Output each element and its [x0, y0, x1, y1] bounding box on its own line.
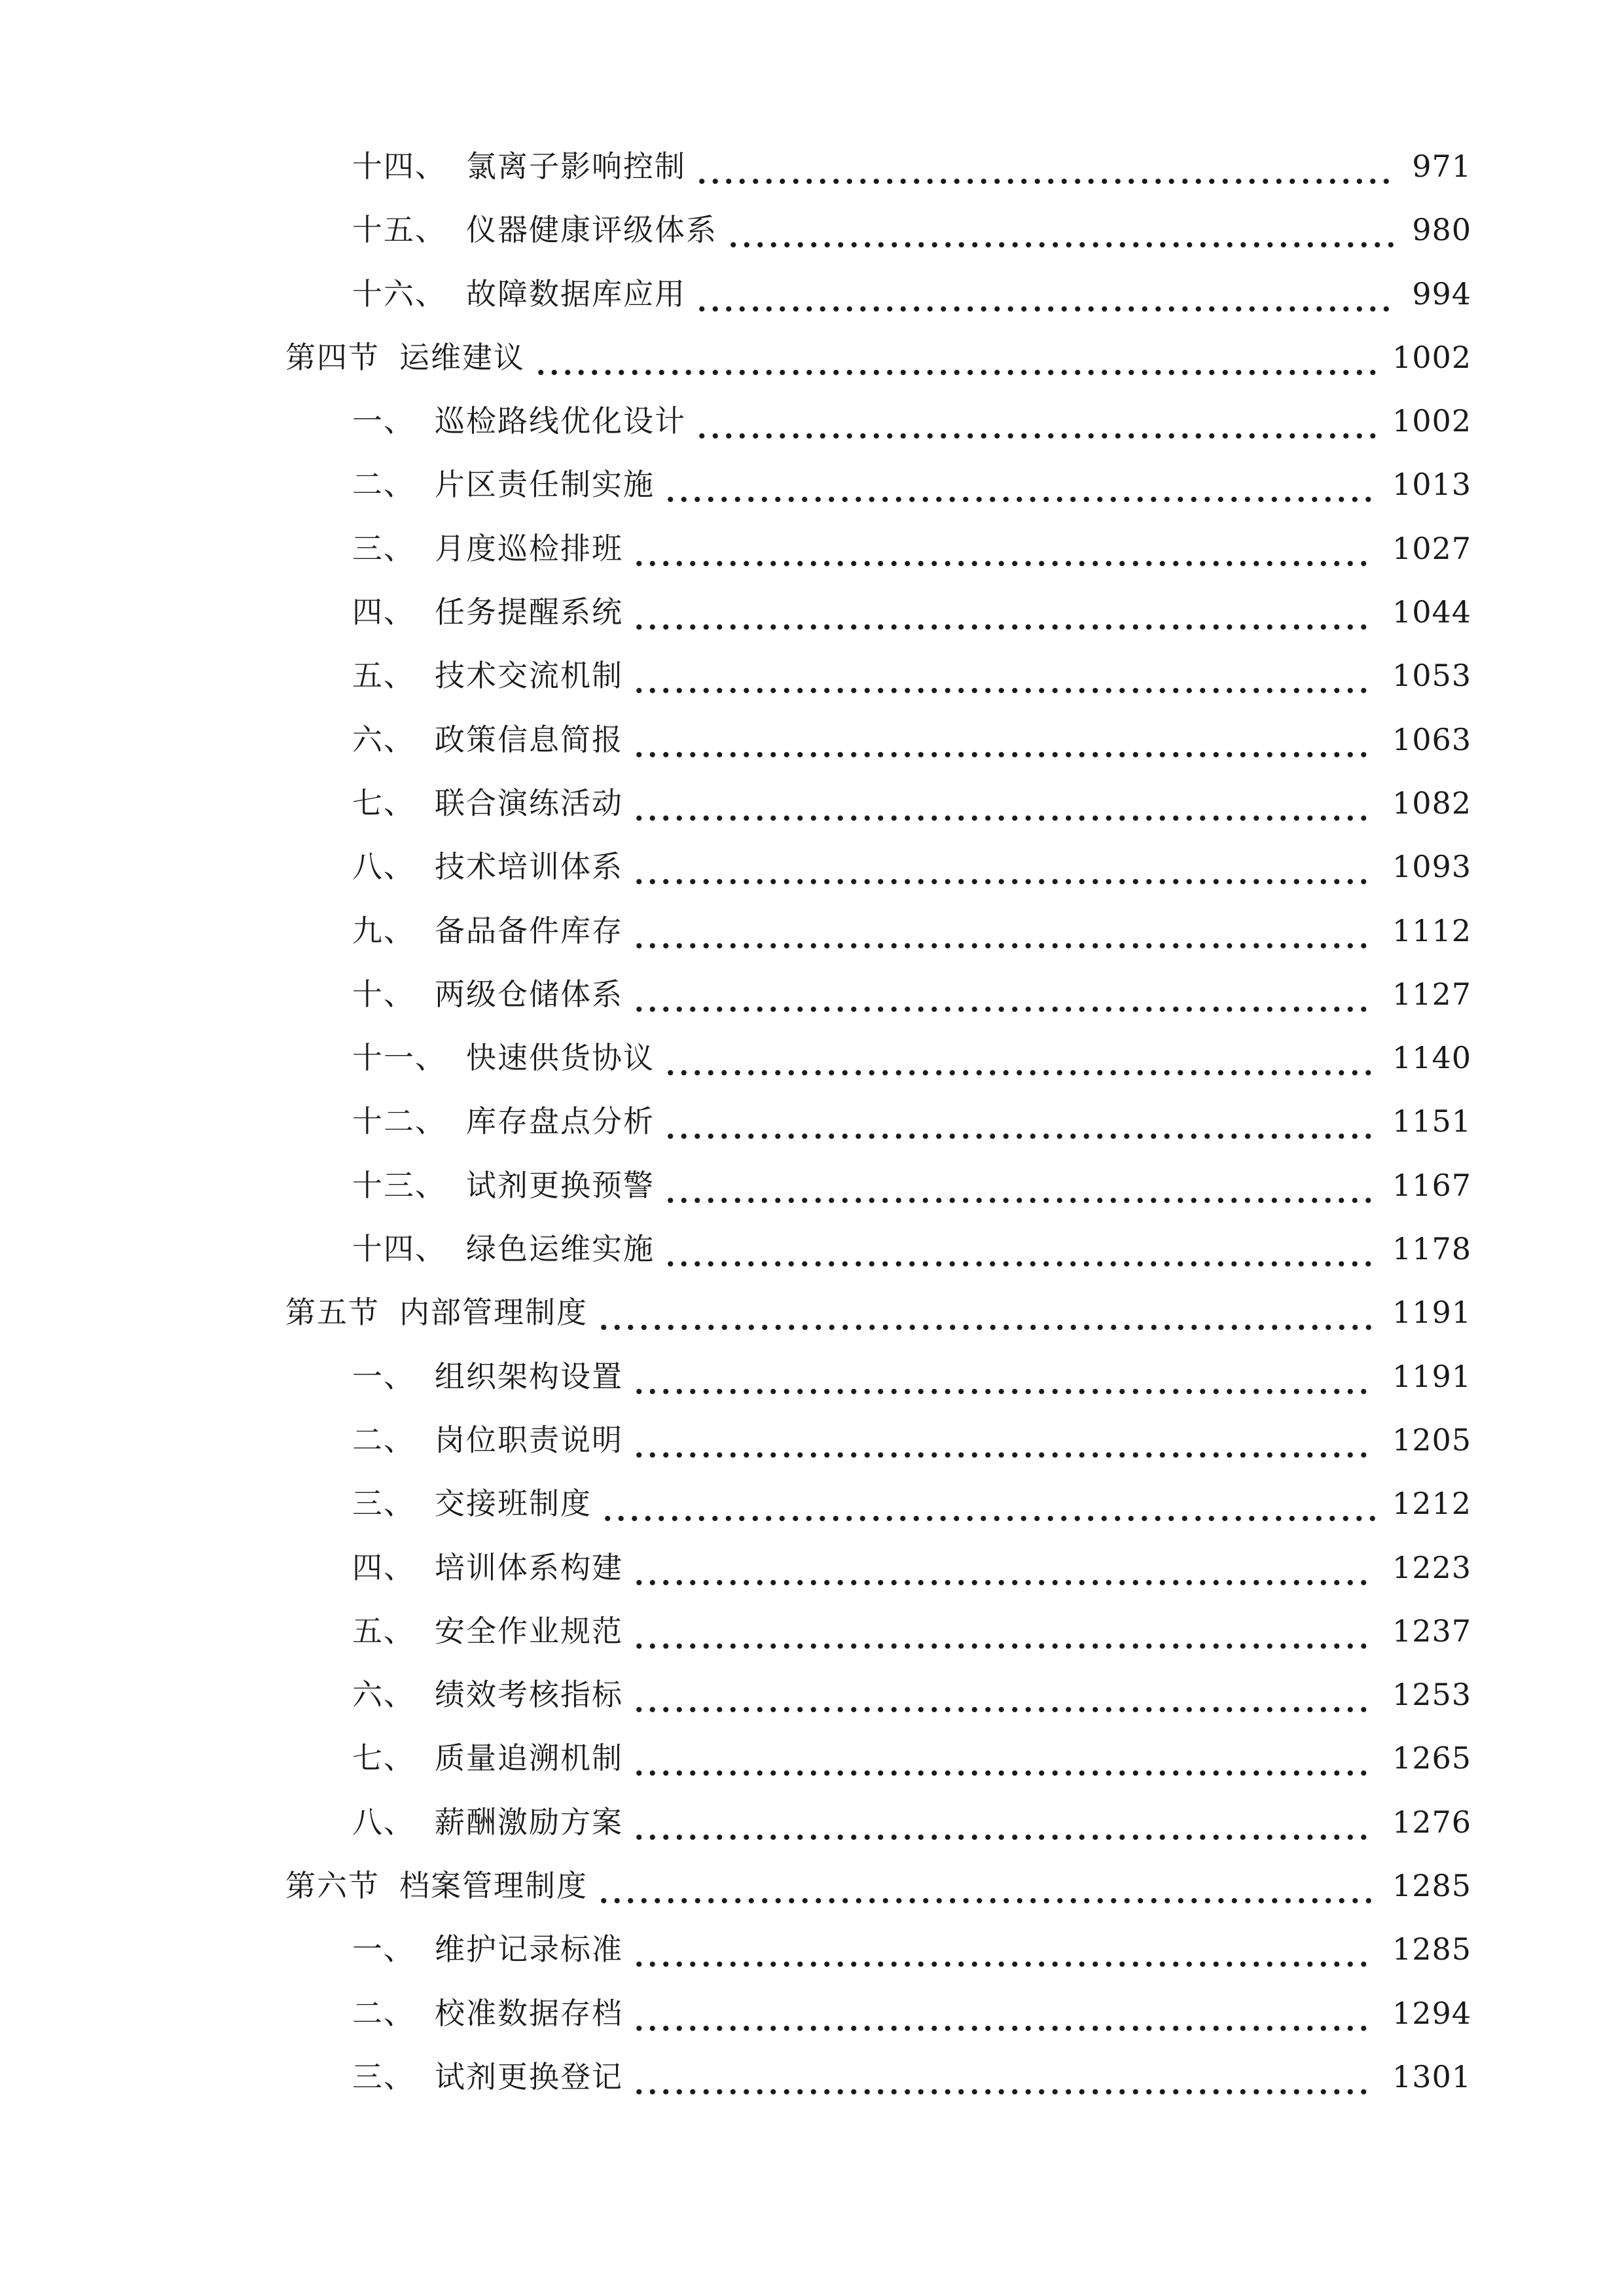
toc-entry-heading [352, 1740, 623, 1776]
toc-item-entry[interactable] [0, 1358, 1624, 1422]
toc-entry-number: 二、 [352, 467, 415, 503]
toc-entry-title: 政策信息简报 [435, 721, 623, 757]
toc-entry-heading [352, 848, 623, 885]
toc-item-entry[interactable] [0, 1167, 1624, 1230]
toc-entry-title: 维护记录标准 [435, 1931, 623, 1967]
toc-item-entry[interactable] [0, 1740, 1624, 1803]
toc-entry-heading [352, 1422, 623, 1458]
dot-leader [664, 1261, 1375, 1267]
toc-entry-number: 五、 [352, 658, 415, 694]
toc-page-number: 980 [1412, 212, 1471, 248]
toc-page-number: 1301 [1392, 2058, 1471, 2094]
toc-page-number: 1265 [1392, 1740, 1471, 1776]
dot-leader [632, 2025, 1371, 2032]
toc-entry-number: 三、 [352, 530, 415, 566]
dot-leader [632, 878, 1371, 885]
toc-entry-number: 十二、 [352, 1103, 446, 1139]
toc-entry-title: 校准数据存档 [435, 1995, 623, 2031]
dot-leader [601, 1515, 1379, 1522]
toc-entry-heading [352, 1676, 623, 1713]
dot-leader [632, 560, 1371, 567]
toc-entry-title: 安全作业规范 [435, 1613, 623, 1649]
toc-entry-heading [352, 1167, 655, 1204]
toc-page-number: 1191 [1392, 1358, 1471, 1394]
toc-page-number: 1140 [1392, 1040, 1471, 1076]
toc-page-number: 971 [1412, 149, 1471, 184]
toc-entry-title: 绩效考核指标 [435, 1677, 623, 1713]
dot-leader [695, 178, 1393, 185]
dot-leader [534, 369, 1380, 376]
toc-entry-heading [352, 403, 686, 439]
toc-entry-heading [352, 721, 623, 758]
toc-entry-number: 九、 [352, 912, 415, 948]
toc-page-number: 1191 [1392, 1295, 1471, 1331]
dot-leader [632, 1579, 1371, 1586]
toc-entry-heading [352, 148, 686, 185]
toc-page-number: 1002 [1392, 339, 1471, 375]
toc-entry-title: 岗位职责说明 [435, 1422, 623, 1458]
toc-item-entry[interactable] [0, 1613, 1624, 1676]
toc-entry-number: 十四、 [352, 149, 446, 184]
toc-entry-number: 一、 [352, 1931, 415, 1967]
toc-item-entry[interactable] [0, 1995, 1624, 2058]
toc-entry-title: 质量追溯机制 [435, 1740, 623, 1776]
toc-entry-number: 十五、 [352, 212, 446, 248]
toc-item-entry[interactable] [0, 1549, 1624, 1613]
toc-entry-title: 两级仓储体系 [435, 976, 623, 1012]
toc-entry-title: 试剂更换登记 [435, 2058, 623, 2094]
toc-item-entry[interactable] [0, 721, 1624, 785]
dot-leader [632, 751, 1371, 758]
toc-entry-heading [352, 657, 623, 694]
toc-page-number: 1027 [1392, 530, 1471, 566]
toc-entry-number: 七、 [352, 1740, 415, 1776]
toc-entry-heading [285, 1294, 588, 1331]
toc-entry-number: 三、 [352, 1486, 415, 1522]
toc-page-number: 1276 [1392, 1804, 1471, 1840]
toc-item-entry[interactable] [0, 1676, 1624, 1740]
toc-entry-title: 薪酬激励方案 [435, 1804, 623, 1840]
toc-entry-heading [352, 1039, 655, 1076]
toc-page-number: 994 [1412, 276, 1471, 312]
dot-leader [632, 1770, 1371, 1776]
toc-entry-heading [352, 594, 623, 630]
toc-item-entry[interactable] [0, 594, 1624, 657]
toc-entry-heading [285, 1867, 588, 1904]
toc-entry-heading [352, 2058, 623, 2095]
toc-page-number: 1205 [1392, 1422, 1471, 1458]
toc-entry-heading [352, 976, 623, 1013]
toc-entry-title: 内部管理制度 [399, 1295, 588, 1331]
toc-entry-number: 十三、 [352, 1167, 446, 1203]
toc-entry-title: 仪器健康评级体系 [466, 212, 717, 248]
toc-entry-heading [352, 912, 623, 949]
dot-leader [632, 815, 1371, 821]
toc-entry-heading [352, 1549, 623, 1586]
toc-page-number: 1167 [1392, 1167, 1471, 1203]
toc-entry-heading [352, 466, 655, 503]
toc-item-entry[interactable] [0, 403, 1624, 466]
toc-entry-title: 技术交流机制 [435, 658, 623, 694]
toc-entry-number: 十一、 [352, 1040, 446, 1076]
toc-entry-title: 库存盘点分析 [466, 1103, 655, 1139]
toc-entry-number: 五、 [352, 1613, 415, 1649]
dot-leader [632, 624, 1371, 630]
toc-entry-heading [352, 1103, 655, 1139]
toc-entry-number: 三、 [352, 2058, 415, 2094]
toc-entry-heading [352, 1931, 623, 1967]
toc-entry-number: 一、 [352, 1358, 415, 1394]
toc-item-entry[interactable] [0, 785, 1624, 848]
toc-item-entry[interactable] [0, 1103, 1624, 1166]
dot-leader [632, 687, 1371, 694]
toc-entry-number: 六、 [352, 721, 415, 757]
toc-page-number: 1013 [1392, 467, 1471, 503]
dot-leader [597, 1897, 1375, 1904]
toc-entry-heading [352, 530, 623, 567]
toc-entry-title: 档案管理制度 [399, 1868, 588, 1904]
toc-entry-title: 月度巡检排班 [435, 530, 623, 566]
dot-leader [632, 1006, 1371, 1013]
toc-page-number: 1212 [1392, 1486, 1471, 1522]
toc-entry-number: 八、 [352, 1804, 415, 1840]
toc-page-number: 1285 [1392, 1931, 1471, 1967]
toc-page-number: 1002 [1392, 403, 1471, 439]
toc-entry-title: 任务提醒系统 [435, 594, 623, 630]
toc-item-entry[interactable] [0, 657, 1624, 721]
toc-entry-number: 七、 [352, 785, 415, 821]
toc-entry-number: 四、 [352, 594, 415, 630]
toc-entry-heading [352, 1358, 623, 1395]
toc-item-entry[interactable] [0, 148, 1624, 211]
toc-item-entry[interactable] [0, 211, 1624, 275]
toc-page-number: 1093 [1392, 849, 1471, 885]
dot-leader [664, 1069, 1375, 1076]
dot-leader [632, 942, 1371, 949]
toc-entry-number: 十、 [352, 976, 415, 1012]
toc-entry-title: 培训体系构建 [435, 1549, 623, 1585]
toc-entry-title: 氯离子影响控制 [466, 149, 686, 184]
toc-item-entry[interactable] [0, 1804, 1624, 1867]
toc-entry-number: 第五节 [285, 1295, 380, 1331]
toc-entry-title: 技术培训体系 [435, 849, 623, 885]
toc-entry-heading [352, 1804, 623, 1840]
toc-page-number: 1151 [1392, 1103, 1471, 1139]
toc-entry-title: 交接班制度 [435, 1486, 592, 1522]
toc-entry-title: 巡检路线优化设计 [435, 403, 686, 439]
toc-item-entry[interactable] [0, 1485, 1624, 1549]
toc-item-entry[interactable] [0, 1422, 1624, 1485]
toc-entry-title: 试剂更换预警 [466, 1167, 655, 1203]
toc-item-entry[interactable] [0, 912, 1624, 976]
toc-page-number: 1127 [1392, 976, 1471, 1012]
toc-entry-heading [352, 1485, 592, 1522]
toc-page-number: 1223 [1392, 1549, 1471, 1585]
dot-leader [632, 1834, 1371, 1840]
dot-leader [664, 1133, 1375, 1139]
toc-entry-heading [352, 785, 623, 821]
toc-entry-heading [352, 1995, 623, 2032]
dot-leader [664, 1197, 1375, 1204]
toc-item-entry[interactable] [0, 466, 1624, 529]
dot-leader [632, 1388, 1371, 1395]
toc-page-number: 1237 [1392, 1613, 1471, 1649]
toc-entry-number: 第四节 [285, 339, 380, 375]
toc-page-number: 1082 [1392, 785, 1471, 821]
dot-leader [597, 1324, 1375, 1331]
toc-item-entry[interactable] [0, 1230, 1624, 1294]
toc-entry-title: 联合演练活动 [435, 785, 623, 821]
dot-leader [632, 1961, 1371, 1967]
dot-leader [727, 242, 1398, 248]
toc-entry-title: 绿色运维实施 [466, 1231, 655, 1267]
toc-entry-number: 二、 [352, 1995, 415, 2031]
toc-page-number: 1053 [1392, 658, 1471, 694]
dot-leader [695, 306, 1393, 312]
table-of-contents [0, 148, 1624, 2122]
toc-page-number: 1253 [1392, 1677, 1471, 1713]
toc-entry-heading [352, 1613, 623, 1649]
toc-page-number: 1178 [1392, 1231, 1471, 1267]
toc-page-number: 1044 [1392, 594, 1471, 630]
toc-page-number: 1112 [1392, 912, 1471, 948]
toc-entry-heading [285, 339, 525, 376]
toc-entry-number: 十六、 [352, 276, 446, 312]
dot-leader [664, 496, 1375, 503]
toc-item-entry[interactable] [0, 848, 1624, 912]
toc-entry-title: 运维建议 [399, 339, 525, 375]
dot-leader [632, 1452, 1371, 1458]
toc-entry-title: 故障数据库应用 [466, 276, 686, 312]
toc-entry-heading [352, 276, 686, 312]
dot-leader [632, 1643, 1371, 1649]
toc-entry-number: 十四、 [352, 1231, 446, 1267]
toc-item-entry[interactable] [0, 1931, 1624, 1994]
toc-page-number: 1285 [1392, 1868, 1471, 1904]
toc-page-number: 1294 [1392, 1995, 1471, 2031]
toc-entry-number: 第六节 [285, 1868, 380, 1904]
dot-leader [695, 433, 1380, 439]
toc-item-entry[interactable] [0, 276, 1624, 339]
toc-entry-title: 快速供货协议 [466, 1040, 655, 1076]
toc-entry-number: 一、 [352, 403, 415, 439]
toc-entry-title: 片区责任制实施 [435, 467, 655, 503]
toc-entry-title: 备品备件库存 [435, 912, 623, 948]
toc-entry-number: 四、 [352, 1549, 415, 1585]
toc-section-entry[interactable] [0, 339, 1624, 403]
toc-entry-title: 组织架构设置 [435, 1358, 623, 1394]
dot-leader [632, 2089, 1371, 2095]
toc-item-entry[interactable] [0, 530, 1624, 594]
toc-item-entry[interactable] [0, 1039, 1624, 1103]
toc-entry-number: 二、 [352, 1422, 415, 1458]
toc-entry-number: 六、 [352, 1677, 415, 1713]
toc-section-entry[interactable] [0, 1294, 1624, 1357]
toc-section-entry[interactable] [0, 1867, 1624, 1931]
toc-page-number: 1063 [1392, 721, 1471, 757]
toc-item-entry[interactable] [0, 976, 1624, 1039]
toc-entry-number: 八、 [352, 849, 415, 885]
toc-entry-heading [352, 211, 717, 248]
dot-leader [632, 1706, 1371, 1713]
toc-entry-heading [352, 1230, 655, 1267]
toc-item-entry[interactable] [0, 2058, 1624, 2122]
